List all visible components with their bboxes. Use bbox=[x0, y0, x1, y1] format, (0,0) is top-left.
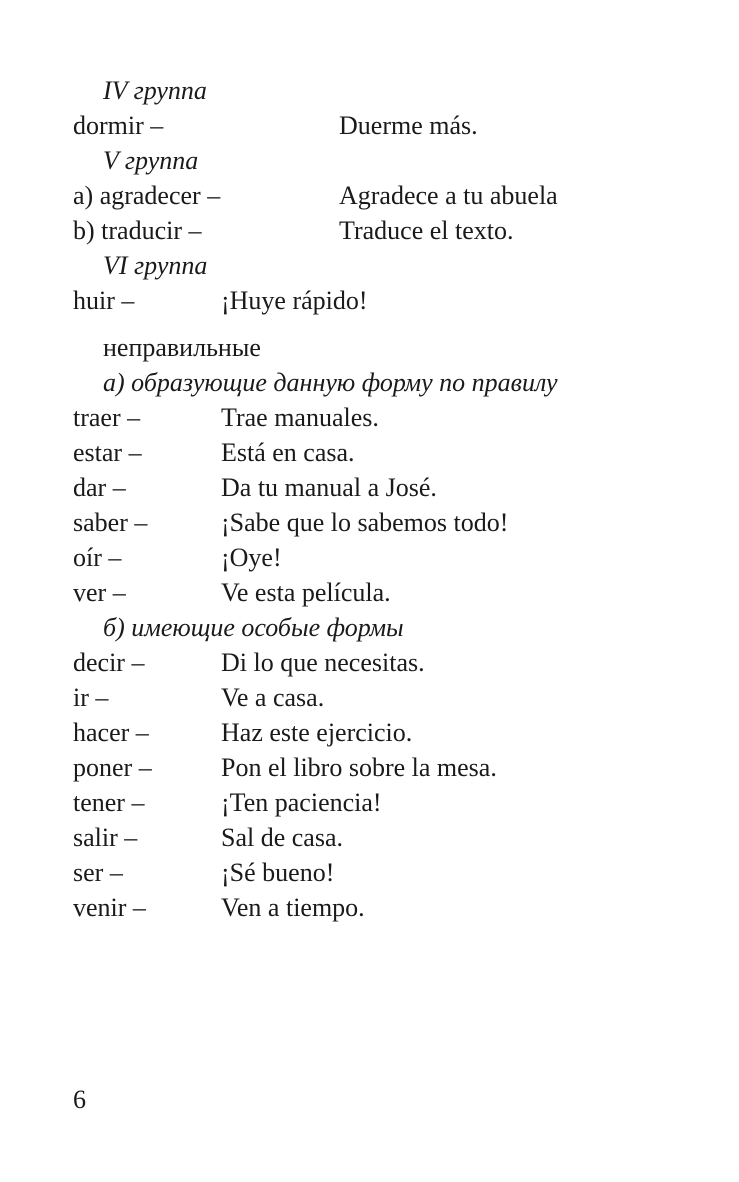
example: ¡Huye rápido! bbox=[221, 286, 368, 315]
example: Sal de casa. bbox=[221, 823, 344, 852]
example: Di lo que necesitas. bbox=[221, 648, 425, 677]
row-hacer bbox=[0, 715, 739, 750]
verb: ser – bbox=[73, 858, 123, 887]
example: ¡Ten paciencia! bbox=[221, 788, 382, 817]
row-ver bbox=[0, 575, 739, 610]
example: Trae manuales. bbox=[221, 403, 379, 432]
row-estar bbox=[0, 435, 739, 470]
verb: venir – bbox=[73, 893, 146, 922]
verb: saber – bbox=[73, 508, 148, 537]
row-decir bbox=[0, 645, 739, 680]
irregular-sub-a-heading: а) образующие данную форму по правилу bbox=[103, 368, 558, 397]
example: Ven a tiempo. bbox=[221, 893, 365, 922]
row-huir bbox=[0, 283, 739, 318]
verb: poner – bbox=[73, 753, 152, 782]
page-number: 6 bbox=[73, 1085, 86, 1114]
row-ser bbox=[0, 855, 739, 890]
group-5-heading: V группа bbox=[103, 146, 199, 175]
group-6-heading: VI группа bbox=[103, 251, 208, 280]
example: ¡Oye! bbox=[221, 543, 282, 572]
example: Está en casa. bbox=[221, 438, 355, 467]
example: Ve esta película. bbox=[221, 578, 391, 607]
example: Agradece a tu abuela bbox=[339, 181, 558, 210]
example: Traduce el texto. bbox=[339, 216, 514, 245]
row-oir bbox=[0, 540, 739, 575]
row-traducir bbox=[0, 213, 739, 248]
example: Da tu manual a José. bbox=[221, 473, 437, 502]
row-agradecer bbox=[0, 178, 739, 213]
verb: dar – bbox=[73, 473, 126, 502]
row-poner bbox=[0, 750, 739, 785]
verb: huir – bbox=[73, 286, 135, 315]
verb: salir – bbox=[73, 823, 138, 852]
example: Duerme más. bbox=[339, 111, 478, 140]
example: Ve a casa. bbox=[221, 683, 325, 712]
verb: oír – bbox=[73, 543, 122, 572]
verb: tener – bbox=[73, 788, 145, 817]
verb: a) agradecer – bbox=[73, 181, 221, 210]
verb: ver – bbox=[73, 578, 126, 607]
irregular-sub-b-heading: б) имеющие особые формы bbox=[103, 613, 404, 642]
row-dormir bbox=[0, 108, 739, 143]
row-traer bbox=[0, 400, 739, 435]
example: ¡Sabe que lo sabemos todo! bbox=[221, 508, 509, 537]
verb: estar – bbox=[73, 438, 142, 467]
row-venir bbox=[0, 890, 739, 925]
row-tener bbox=[0, 785, 739, 820]
row-dar bbox=[0, 470, 739, 505]
verb: ir – bbox=[73, 683, 109, 712]
example: Haz este ejercicio. bbox=[221, 718, 413, 747]
row-ir bbox=[0, 680, 739, 715]
verb: dormir – bbox=[73, 111, 164, 140]
row-salir bbox=[0, 820, 739, 855]
verb: hacer – bbox=[73, 718, 149, 747]
row-saber bbox=[0, 505, 739, 540]
example: Pon el libro sobre la mesa. bbox=[221, 753, 497, 782]
group-4-heading: IV группа bbox=[103, 76, 207, 105]
irregular-heading: неправильные bbox=[103, 333, 261, 362]
verb: b) traducir – bbox=[73, 216, 202, 245]
verb: traer – bbox=[73, 403, 141, 432]
verb: decir – bbox=[73, 648, 145, 677]
example: ¡Sé bueno! bbox=[221, 858, 335, 887]
